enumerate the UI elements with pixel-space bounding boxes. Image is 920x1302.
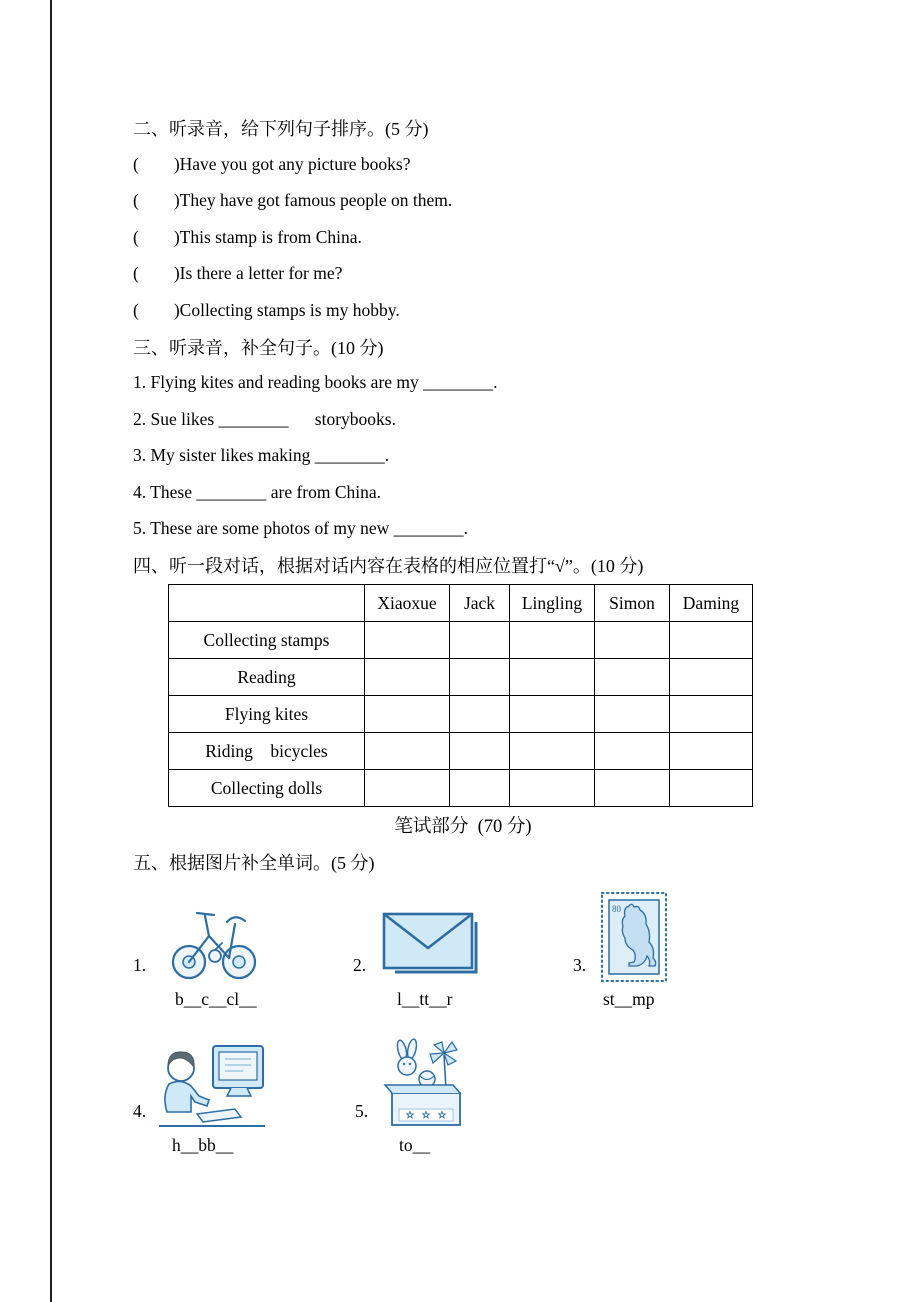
check-cell xyxy=(450,733,510,770)
word-item-stamp xyxy=(573,884,793,1016)
sentence-text: They have got famous people on them. xyxy=(179,190,453,211)
table-row xyxy=(169,659,753,696)
order-sentence-1 xyxy=(133,146,793,182)
check-cell xyxy=(670,733,753,770)
word-blank: l__tt__r xyxy=(397,989,453,1010)
complete-sentence-2: 2. Sue likes ________ storybooks. xyxy=(133,408,396,429)
sentence-text: Collecting stamps is my hobby. xyxy=(179,299,400,320)
word-item-hobby xyxy=(133,1030,355,1162)
complete-sentence-5: 5. These are some photos of my new ________. xyxy=(133,517,469,538)
check-cell xyxy=(510,659,595,696)
check-cell xyxy=(450,622,510,659)
check-cell xyxy=(670,659,753,696)
page-margin-line xyxy=(50,0,52,1302)
stamp-value: 80 xyxy=(612,903,621,914)
word-blank: b__c__cl__ xyxy=(175,989,257,1010)
word-blank: h__bb__ xyxy=(172,1135,234,1156)
check-cell xyxy=(595,696,670,733)
check-cell xyxy=(450,659,510,696)
sentence-text: This stamp is from China. xyxy=(179,226,362,247)
row-label-collecting-dolls: Collecting dolls xyxy=(169,770,365,807)
picture-row-1 xyxy=(133,884,793,1016)
check-cell xyxy=(670,622,753,659)
check-cell xyxy=(595,659,670,696)
col-header-lingling: Lingling xyxy=(510,585,595,622)
order-sentence-3 xyxy=(133,219,793,255)
complete-sentence-3: 3. My sister likes making ________. xyxy=(133,445,390,466)
section-2-title: 二、听录音，给下列句子排序。(5 分) xyxy=(133,119,429,140)
row-label-flying-kites: Flying kites xyxy=(169,696,365,733)
check-cell xyxy=(595,770,670,807)
picture-row-2 xyxy=(133,1030,793,1162)
section-5-title: 五、根据图片补全单词。(5 分) xyxy=(133,852,375,873)
check-cell xyxy=(670,696,753,733)
answer-parens: ( ) xyxy=(133,299,180,320)
check-cell xyxy=(450,770,510,807)
computer-hobby-image xyxy=(151,1038,271,1130)
row-label-riding-bicycles: Riding bicycles xyxy=(169,733,365,770)
check-cell xyxy=(595,622,670,659)
stamp-image xyxy=(599,890,669,984)
item-number: 1. xyxy=(133,954,147,975)
item-number: 4. xyxy=(133,1100,147,1121)
check-cell xyxy=(670,770,753,807)
word-item-letter xyxy=(353,884,573,1016)
item-number: 5. xyxy=(355,1100,369,1121)
written-section-header: 笔试部分 (70 分) xyxy=(394,817,532,838)
check-cell xyxy=(510,622,595,659)
bicycle-image xyxy=(167,892,259,984)
check-cell xyxy=(450,696,510,733)
envelope-image xyxy=(381,910,481,976)
answer-parens: ( ) xyxy=(133,190,180,211)
sentence-text: Is there a letter for me? xyxy=(179,263,343,284)
check-cell xyxy=(510,733,595,770)
check-cell xyxy=(595,733,670,770)
paper-content xyxy=(133,110,793,1162)
check-cell xyxy=(510,696,595,733)
item-number: 2. xyxy=(353,954,367,975)
check-cell xyxy=(365,733,450,770)
col-header-xiaoxue: Xiaoxue xyxy=(365,585,450,622)
table-header-row xyxy=(169,585,753,622)
word-item-bicycle xyxy=(133,884,353,1016)
col-header-simon: Simon xyxy=(595,585,670,622)
table-row xyxy=(169,622,753,659)
section-3-title: 三、听录音，补全句子。(10 分) xyxy=(133,337,384,358)
check-cell xyxy=(365,696,450,733)
col-header-jack: Jack xyxy=(450,585,510,622)
table-row xyxy=(169,733,753,770)
listening-check-table xyxy=(168,584,753,807)
answer-parens: ( ) xyxy=(133,154,180,175)
picture-word-section xyxy=(133,884,793,1162)
section-4-title: 四、听一段对话，根据对话内容在表格的相应位置打“√”。(10 分) xyxy=(133,555,644,576)
answer-parens: ( ) xyxy=(133,226,180,247)
col-header-daming: Daming xyxy=(670,585,753,622)
table-row xyxy=(169,696,753,733)
answer-parens: ( ) xyxy=(133,263,180,284)
complete-sentence-1: 1. Flying kites and reading books are my ________. xyxy=(133,372,498,393)
row-label-reading: Reading xyxy=(169,659,365,696)
table-row xyxy=(169,770,753,807)
check-cell xyxy=(365,770,450,807)
check-cell xyxy=(365,659,450,696)
check-cell xyxy=(365,622,450,659)
order-sentence-2 xyxy=(133,183,793,219)
order-sentence-4 xyxy=(133,256,793,292)
word-blank: st__mp xyxy=(603,989,655,1010)
order-sentence-5 xyxy=(133,292,793,328)
item-number: 3. xyxy=(573,954,587,975)
sentence-text: Have you got any picture books? xyxy=(179,154,411,175)
check-cell xyxy=(510,770,595,807)
row-label-collecting-stamps: Collecting stamps xyxy=(169,622,365,659)
word-item-toys xyxy=(355,1030,577,1162)
toybox-image xyxy=(372,1033,472,1130)
table-corner-cell xyxy=(169,585,365,622)
word-blank: to__ xyxy=(399,1135,431,1156)
complete-sentence-4: 4. These ________ are from China. xyxy=(133,481,382,502)
